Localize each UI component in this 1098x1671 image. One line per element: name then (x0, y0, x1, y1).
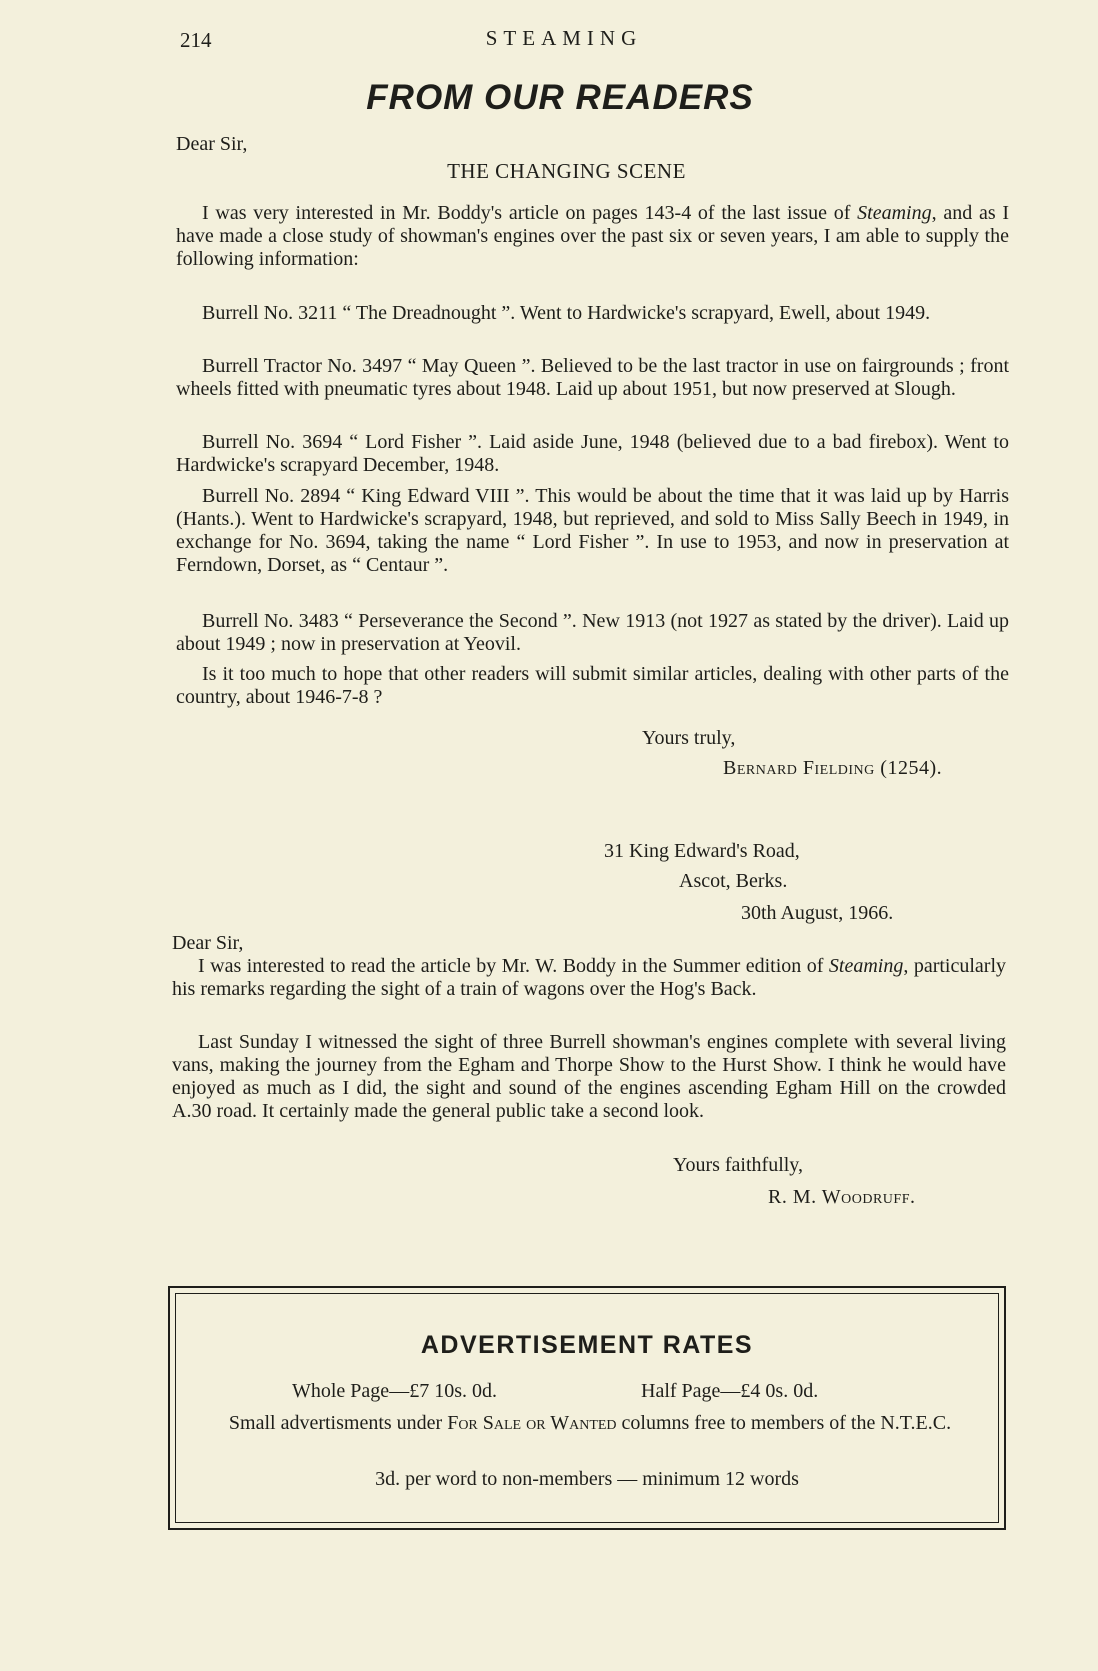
ad-small-advertisments (210, 1412, 970, 1435)
ad-half-page-rate: Half Page—£4 0s. 0d. (641, 1380, 819, 1402)
ad-per-word-rate: 3d. per word to non-members — minimum 12 words (375, 1468, 799, 1490)
letter2-closing: Yours faithfully, (673, 1154, 804, 1176)
letter2-address-line-2: Ascot, Berks. (679, 870, 788, 892)
letter1-paragraph-3: Burrell No. 3694 “ Lord Fisher ”. Laid aside June, 1948 (believed due to a bad firebox). Went to Hardwicke's scrapyard December, 1948. (176, 431, 1009, 476)
ad-wanted: Wanted (550, 1412, 617, 1434)
letter1-paragraph-6: Is it too much to hope that other readers will submit similar articles, dealing with other parts of the country, about 1946-7-8 ? (176, 663, 1009, 708)
letter1-salutation: Dear Sir, (176, 133, 248, 155)
letter1-intro-text-b: , and as I have made a close study of showman's engines over the past six or seven years, I am able to supply the following information: (176, 202, 1010, 270)
letter2-paragraph-2: Last Sunday I witnessed the sight of three Burrell showman's engines complete with several living vans, making the journey from the Egham and Thorpe Show to the Hurst Show. I think he would have enjoyed as much as I did, the sight and sound of the engines ascending Egham Hill on the crowded A.30 road. It certainly made the general public take a second look. (172, 1031, 1006, 1122)
letter2-salutation: Dear Sir, (172, 932, 244, 954)
magazine-name: Steaming (857, 202, 932, 224)
letter1-paragraph-2: Burrell Tractor No. 3497 “ May Queen ”. Believed to be the last tractor in use on fairgrounds ; front wheels fitted with pneumatic tyres about 1948. Laid up about 1951, but now preserved at Slough. (176, 355, 1009, 400)
running-title: STEAMING (485, 26, 643, 50)
letter1-paragraph-4: Burrell No. 2894 “ King Edward VIII ”. This would be about the time that it was laid up by Harris (Hants.). Went to Hardwicke's scrapyard, 1948, but reprieved, and sold to Miss Sally Beech in 1949, in exchange for No. 3694, taking the name “ Lord Fisher ”. In use to 1953, and now in preservation at Ferndown, Dorset, as “ Centaur ”. (176, 485, 1009, 576)
ad-or: or (521, 1412, 551, 1434)
letter1-closing: Yours truly, (642, 727, 736, 749)
letter2-date: 30th August, 1966. (741, 902, 894, 924)
letter1-paragraph-5: Burrell No. 3483 “ Perseverance the Second ”. New 1913 (not 1927 as stated by the driver). Laid up about 1949 ; now in preservation at Yeovil. (176, 610, 1009, 655)
letter2-signature: R. M. Woodruff. (768, 1186, 916, 1208)
letter2-p1-text-a: I was interested to read the article by Mr. W. Boddy in the Summer edition of (198, 955, 829, 977)
letter1-paragraph-1: Burrell No. 3211 “ The Dreadnought ”. Went to Hardwicke's scrapyard, Ewell, about 1949. (202, 302, 931, 324)
letter2-p1-text-b: , particularly his remarks regarding the sight of a train of wagons over the Hog's Back. (172, 955, 1007, 1000)
page-number: 214 (180, 28, 212, 52)
letter2-paragraph-1 (172, 955, 1006, 1001)
letter1-intro-text-a: I was very interested in Mr. Boddy's article on pages 143-4 of the last issue of (202, 202, 858, 224)
ad-for-sale: For Sale (447, 1412, 522, 1434)
letter2-address-line-1: 31 King Edward's Road, (604, 840, 800, 862)
section-title: FROM OUR READERS (366, 78, 754, 117)
ad-whole-page-rate: Whole Page—£7 10s. 0d. (292, 1380, 497, 1402)
letter1-intro (176, 202, 1009, 271)
ad-title: ADVERTISEMENT RATES (420, 1331, 754, 1359)
ad-small-text-a: Small advertisments under (228, 1412, 448, 1434)
letter1-heading: THE CHANGING SCENE (447, 159, 686, 183)
magazine-name-2: Steaming (828, 955, 904, 977)
ad-small-text-b: columns free to members of the N.T.E.C. (616, 1412, 952, 1434)
letter1-signature: Bernard Fielding (1254). (723, 757, 943, 779)
